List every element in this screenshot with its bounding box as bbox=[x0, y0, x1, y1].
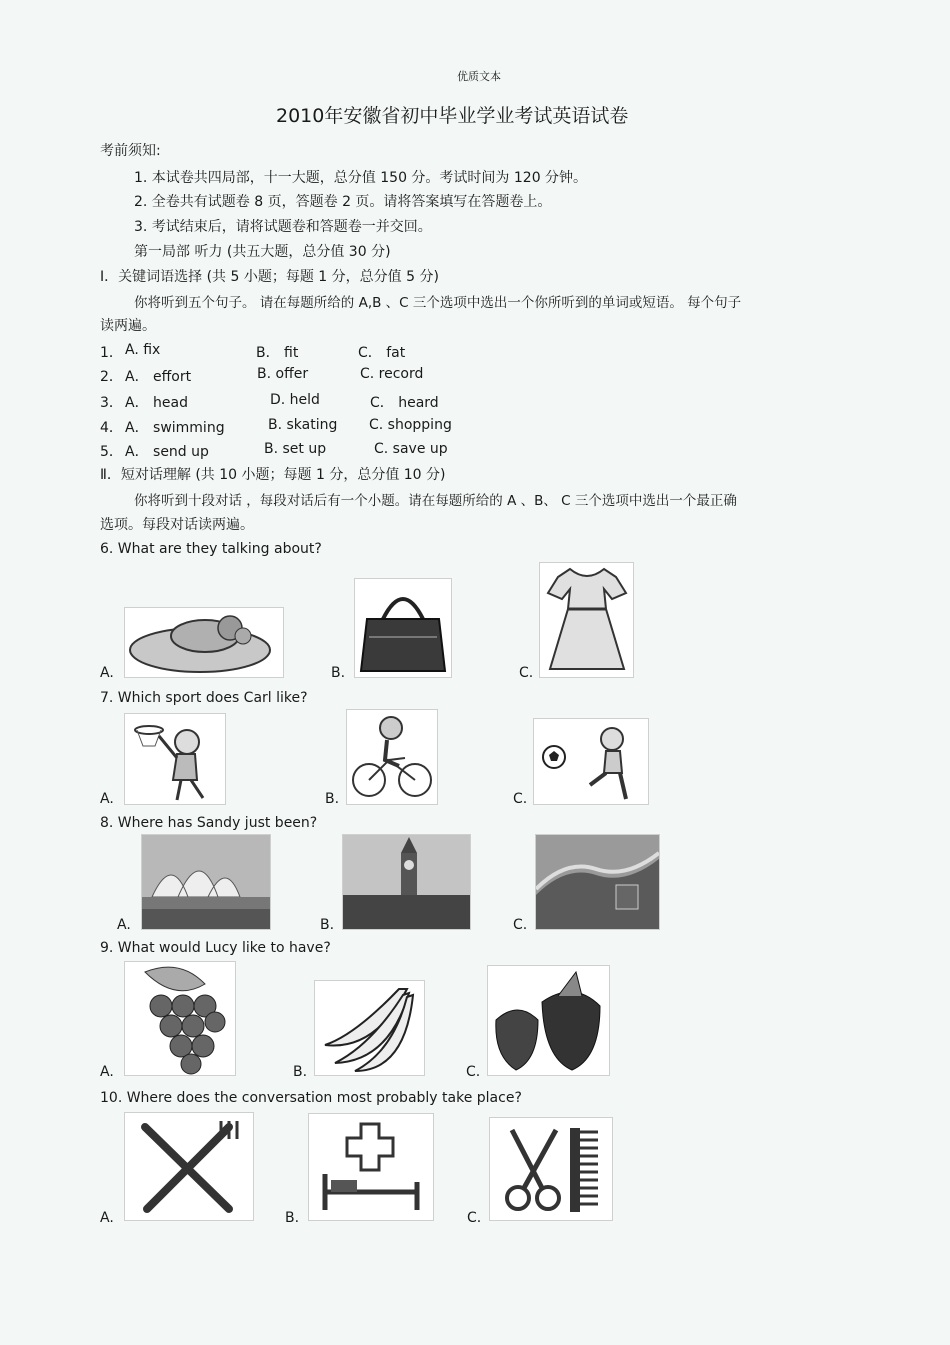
cycling-image bbox=[346, 709, 438, 805]
option-label: B. bbox=[320, 917, 335, 933]
question-number: 5． bbox=[100, 444, 123, 460]
option-c: C. save up bbox=[374, 441, 448, 457]
section-instruction: 你将听到五个句子。 请在每题所给的 A,B 、C 三个选项中选出一个你所听到的单词或短语。 每个句子 bbox=[134, 295, 742, 311]
page-header: 优质文本 bbox=[457, 70, 501, 83]
question-number: 2． bbox=[100, 369, 123, 385]
option-b: B. skating bbox=[268, 417, 338, 433]
grapes-image bbox=[124, 961, 236, 1076]
option-label: B. bbox=[325, 791, 340, 807]
question-text: 8. Where has Sandy just been? bbox=[100, 815, 318, 831]
option-a: A． effort bbox=[125, 369, 192, 385]
option-label: B. bbox=[331, 665, 346, 681]
option-label: B. bbox=[293, 1064, 308, 1080]
option-b: B． fit bbox=[256, 345, 299, 361]
bananas-image bbox=[314, 980, 425, 1076]
page-title: 2010年安徽省初中毕业学业考试英语试卷 bbox=[276, 105, 629, 127]
option-b: B. offer bbox=[257, 366, 309, 382]
option-label: A. bbox=[100, 791, 114, 807]
section-heading: Ⅰ．关键词语选择 (共 5 小题；每题 1 分，总分值 5 分) bbox=[100, 269, 439, 285]
notice-item: 3. 考试结束后，请将试题卷和答题卷一并交回。 bbox=[134, 219, 432, 235]
barber-sign-image bbox=[489, 1117, 613, 1221]
football-image bbox=[533, 718, 649, 805]
notice-item: 1. 本试卷共四局部，十一大题，总分值 150 分。考试时间为 120 分钟。 bbox=[134, 170, 588, 186]
part-heading: 第一局部 听力 (共五大题，总分值 30 分) bbox=[134, 244, 391, 260]
question-number: 3． bbox=[100, 395, 123, 411]
option-label: A. bbox=[117, 917, 131, 933]
option-a: A． send up bbox=[125, 444, 209, 460]
option-b: B. set up bbox=[264, 441, 327, 457]
option-label: A. bbox=[100, 1210, 114, 1226]
option-label: B. bbox=[285, 1210, 300, 1226]
hospital-sign-image bbox=[308, 1113, 434, 1221]
option-a: A． head bbox=[125, 395, 188, 411]
question-number: 1． bbox=[100, 345, 123, 361]
question-text: 7. Which sport does Carl like? bbox=[100, 690, 308, 706]
option-label: C. bbox=[519, 665, 534, 681]
option-a: A． swimming bbox=[125, 420, 225, 436]
section-instruction: 读两遍。 bbox=[100, 318, 156, 334]
option-label: C. bbox=[467, 1210, 482, 1226]
option-b: D. held bbox=[270, 392, 320, 408]
notice-heading: 考前须知: bbox=[100, 143, 161, 159]
option-c: C． heard bbox=[370, 395, 439, 411]
dress-image bbox=[539, 562, 634, 678]
option-c: C． fat bbox=[358, 345, 406, 361]
great-wall-image bbox=[535, 834, 660, 930]
strawberries-image bbox=[487, 965, 610, 1076]
basketball-image bbox=[124, 713, 226, 805]
notice-item: 2. 全卷共有试题卷 8 页，答题卷 2 页。请将答案填写在答题卷上。 bbox=[134, 194, 552, 210]
handbag-image bbox=[354, 578, 452, 678]
section-heading: Ⅱ．短对话理解 (共 10 小题；每题 1 分，总分值 10 分) bbox=[100, 467, 446, 483]
option-label: C. bbox=[513, 917, 528, 933]
question-text: 9. What would Lucy like to have? bbox=[100, 940, 331, 956]
restaurant-sign-image bbox=[124, 1112, 254, 1221]
section-instruction: 你将听到十段对话 ，每段对话后有一个小题。请在每题所给的 A 、B、 C 三个选项中选出一个最正确 bbox=[134, 493, 737, 509]
sydney-opera-house-image bbox=[141, 834, 271, 930]
hat-image bbox=[124, 607, 284, 678]
big-ben-image bbox=[342, 834, 471, 930]
section-instruction: 选项。每段对话读两遍。 bbox=[100, 517, 254, 533]
option-c: C. record bbox=[360, 366, 424, 382]
question-text: 10. Where does the conversation most probably take place? bbox=[100, 1090, 522, 1106]
option-a: A. fix bbox=[125, 342, 161, 358]
question-text: 6. What are they talking about? bbox=[100, 541, 322, 557]
option-label: C. bbox=[466, 1064, 481, 1080]
option-label: A. bbox=[100, 665, 114, 681]
option-label: C. bbox=[513, 791, 528, 807]
question-number: 4． bbox=[100, 420, 123, 436]
option-c: C. shopping bbox=[369, 417, 452, 433]
option-label: A. bbox=[100, 1064, 114, 1080]
